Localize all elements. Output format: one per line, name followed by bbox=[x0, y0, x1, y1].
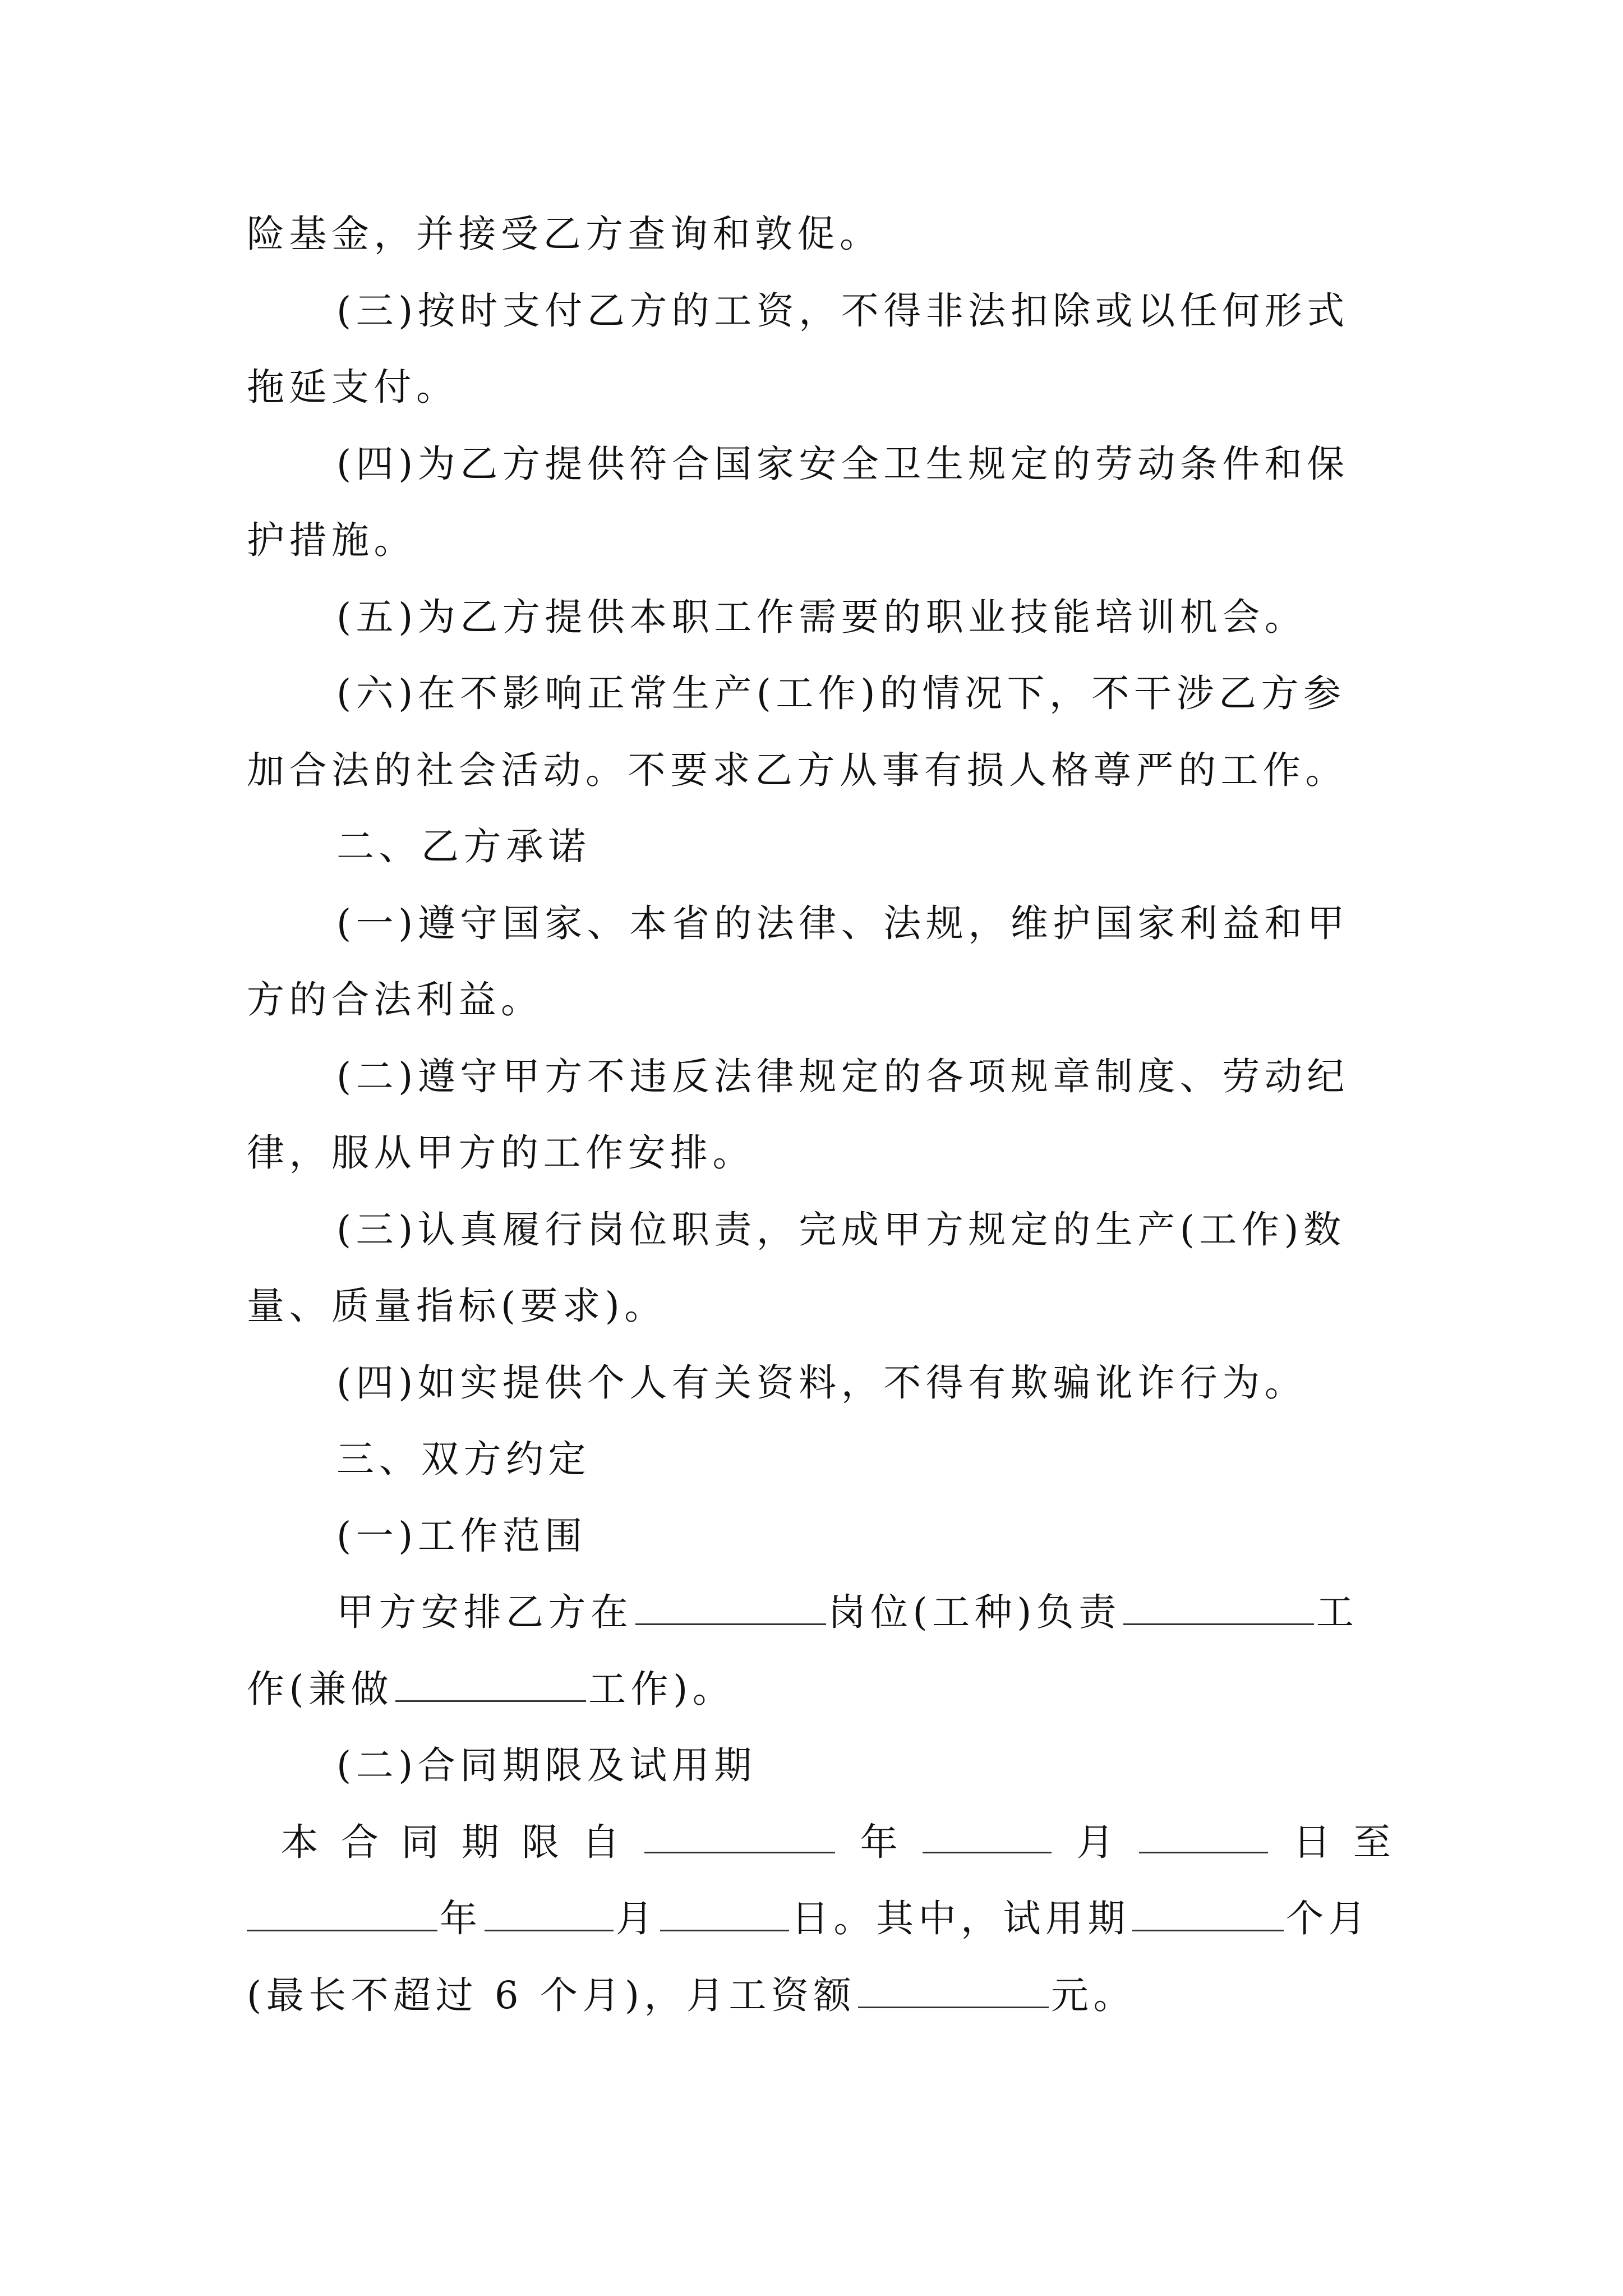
term-line bbox=[247, 1970, 1136, 2021]
paragraph-line: 加合法的社会活动。不要求乙方从事有损人格尊严的工作。 bbox=[247, 748, 1348, 792]
term-text: 个月 bbox=[1286, 1897, 1371, 1940]
term-line bbox=[247, 1893, 1371, 1944]
term-char: 自 bbox=[582, 1820, 620, 1864]
start-month-blank[interactable] bbox=[923, 1817, 1052, 1853]
paragraph-line: 律，服从甲方的工作安排。 bbox=[247, 1131, 755, 1175]
section-heading: 三、双方约定 bbox=[336, 1437, 591, 1481]
start-day-blank[interactable] bbox=[1139, 1817, 1268, 1853]
term-line bbox=[247, 1817, 1391, 1867]
paragraph-line: (四)为乙方提供符合国家安全卫生规定的劳动条件和保 bbox=[336, 442, 1349, 486]
work-scope-text: 工作)。 bbox=[588, 1667, 735, 1711]
end-month-blank[interactable] bbox=[485, 1895, 614, 1931]
end-day-blank[interactable] bbox=[660, 1895, 789, 1931]
salary-blank[interactable] bbox=[858, 1972, 1049, 2008]
paragraph-line: (三)按时支付乙方的工资，不得非法扣除或以任何形式 bbox=[336, 289, 1349, 333]
probation-blank[interactable] bbox=[1132, 1895, 1284, 1931]
side-job-blank[interactable] bbox=[395, 1665, 586, 1702]
term-char: 限 bbox=[522, 1820, 560, 1864]
work-scope-line bbox=[247, 1664, 735, 1714]
work-scope-line bbox=[336, 1587, 1358, 1637]
term-char: 期 bbox=[461, 1820, 499, 1864]
term-char: 合 bbox=[340, 1820, 379, 1864]
paragraph-line: 量、质量指标(要求)。 bbox=[247, 1284, 667, 1328]
paragraph-line: (五)为乙方提供本职工作需要的职业技能培训机会。 bbox=[336, 595, 1307, 639]
paragraph-line: 方的合法利益。 bbox=[247, 978, 543, 1022]
section-heading: 二、乙方承诺 bbox=[336, 825, 591, 868]
paragraph-line: (三)认真履行岗位职责，完成甲方规定的生产(工作)数 bbox=[336, 1208, 1346, 1251]
subsection-heading: (一)工作范围 bbox=[336, 1514, 587, 1558]
term-text: (最长不超过 6 个月)，月工资额 bbox=[247, 1973, 856, 2017]
term-char: 年 bbox=[860, 1820, 898, 1864]
paragraph-line: (二)遵守甲方不违反法律规定的各项规章制度、劳动纪 bbox=[336, 1055, 1349, 1098]
work-scope-text: 岗位(工种)负责 bbox=[828, 1590, 1121, 1634]
work-scope-text: 作(兼做 bbox=[247, 1667, 394, 1711]
work-scope-text: 甲方安排乙方在 bbox=[336, 1590, 633, 1634]
work-scope-text: 工 bbox=[1316, 1590, 1359, 1634]
paragraph-line: (一)遵守国家、本省的法律、法规，维护国家利益和甲 bbox=[336, 901, 1349, 945]
term-text: 日。其中，试用期 bbox=[791, 1897, 1130, 1940]
end-year-blank[interactable] bbox=[247, 1895, 437, 1931]
term-char: 日 bbox=[1293, 1820, 1331, 1864]
term-text: 年 bbox=[440, 1897, 482, 1940]
paragraph-line: (四)如实提供个人有关资料，不得有欺骗讹诈行为。 bbox=[336, 1361, 1307, 1405]
term-char: 本 bbox=[280, 1820, 319, 1864]
term-char: 至 bbox=[1353, 1820, 1391, 1864]
term-text: 元。 bbox=[1051, 1973, 1136, 2017]
paragraph-line: 护措施。 bbox=[247, 518, 416, 562]
start-year-blank[interactable] bbox=[644, 1817, 835, 1853]
term-char: 同 bbox=[401, 1820, 439, 1864]
duty-blank[interactable] bbox=[1123, 1589, 1314, 1625]
term-char: 月 bbox=[1076, 1820, 1114, 1864]
paragraph-line: 险基金，并接受乙方查询和敦促。 bbox=[247, 212, 882, 256]
subsection-heading: (二)合同期限及试用期 bbox=[336, 1743, 757, 1787]
position-blank[interactable] bbox=[635, 1589, 826, 1625]
term-text: 月 bbox=[615, 1897, 658, 1940]
paragraph-line: (六)在不影响正常生产(工作)的情况下，不干涉乙方参 bbox=[336, 671, 1346, 715]
paragraph-line: 拖延支付。 bbox=[247, 365, 459, 409]
